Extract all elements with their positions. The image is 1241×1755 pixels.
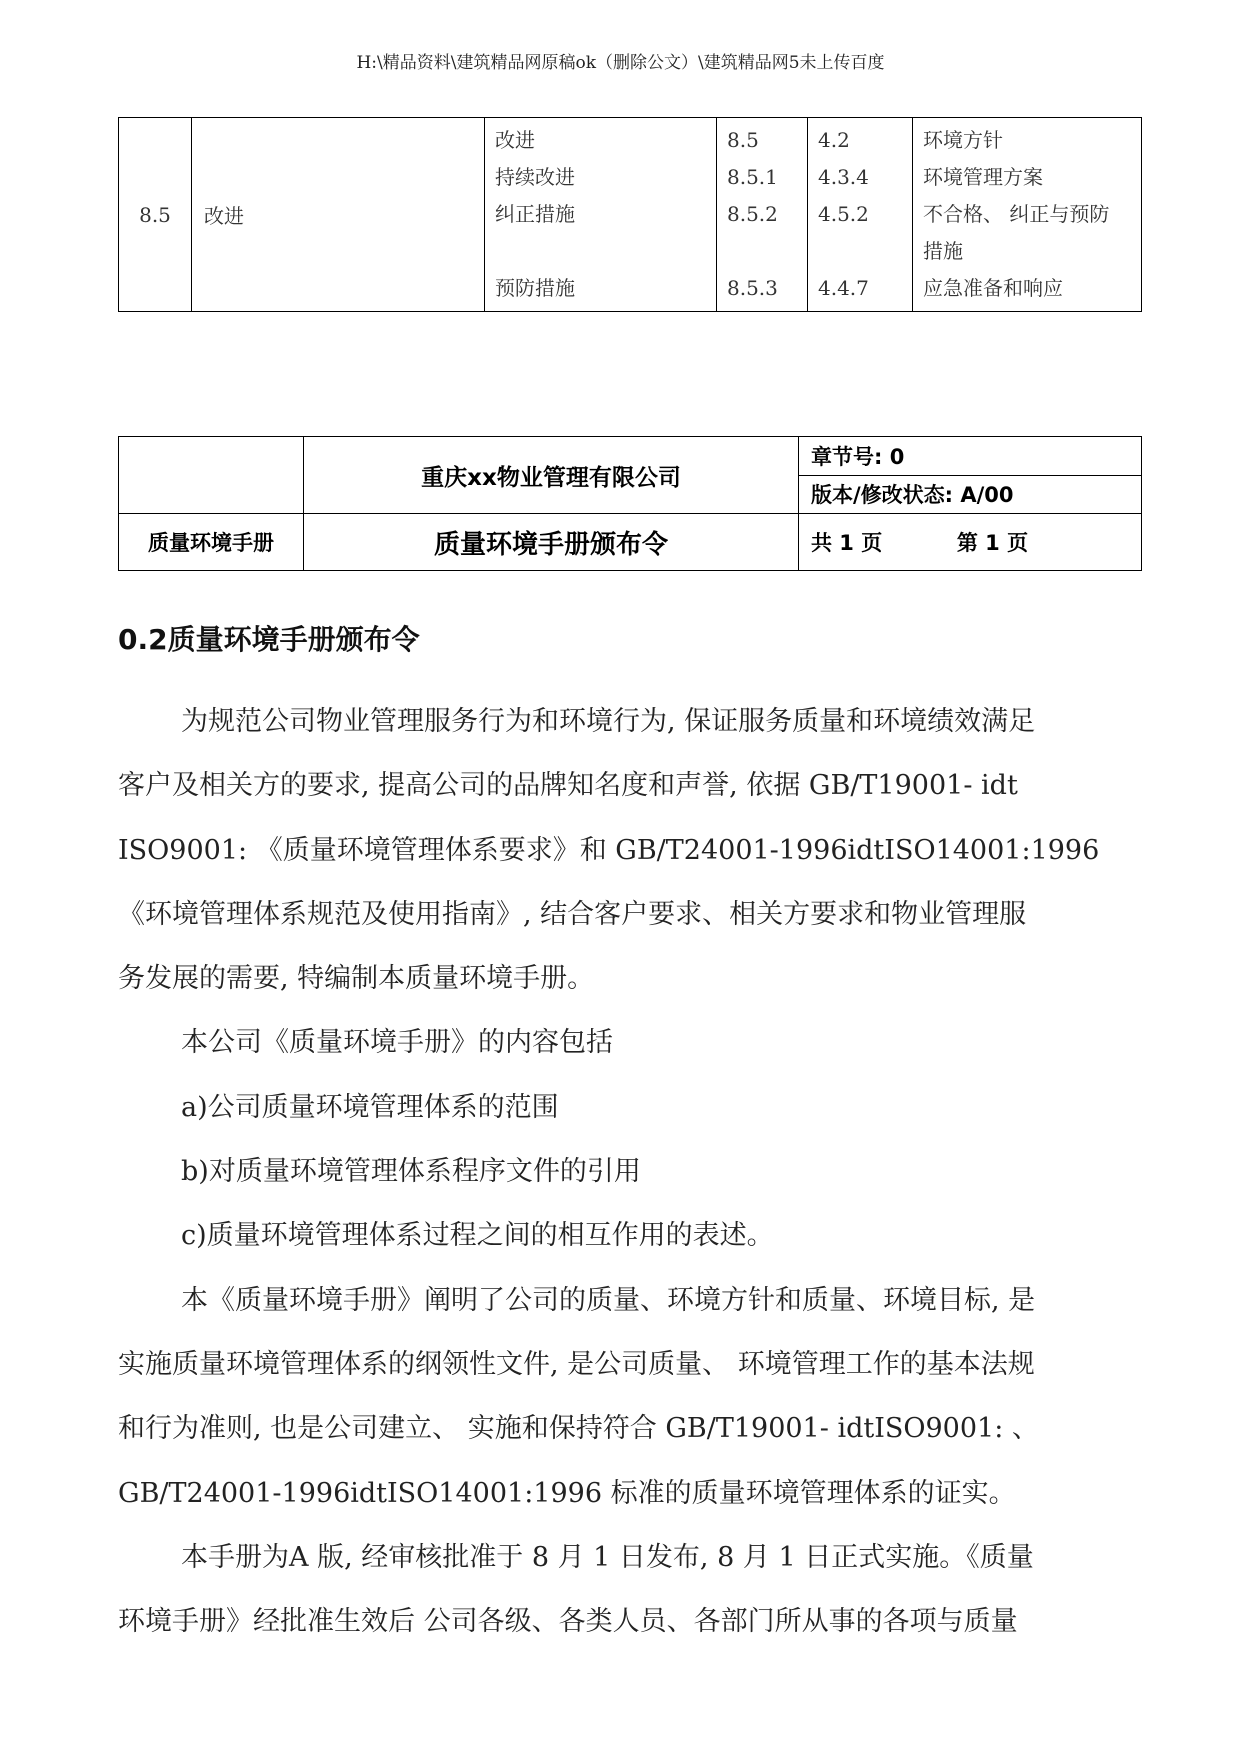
- paragraph-line: 《环境管理体系规范及使用指南》, 结合客户要求、相关方要求和物业管理服: [118, 898, 1027, 930]
- cell-line: 持续改进: [495, 165, 575, 189]
- list-item: a)公司质量环境管理体系的范围: [181, 1091, 559, 1123]
- paragraph-line: 本《质量环境手册》阐明了公司的质量、环境方针和质量、环境目标, 是: [181, 1284, 1036, 1316]
- paragraph-line: 实施质量环境管理体系的纲领性文件, 是公司质量、 环境管理工作的基本法规: [118, 1348, 1035, 1380]
- paragraph-line: 为规范公司物业管理服务行为和环境行为, 保证服务质量和环境绩效满足: [181, 706, 1036, 737]
- manual-name: 质量环境手册: [119, 514, 304, 571]
- page-current: 第 1 页: [956, 531, 1029, 555]
- document-header-table: [118, 436, 1142, 571]
- cell-line: 4.3.4: [818, 165, 869, 189]
- iso14001-clause-cell: [808, 118, 913, 312]
- clause-mapping-table: [118, 117, 1142, 312]
- paragraph-line: 环境手册》经批准生效后 公司各级、各类人员、各部门所从事的各项与质量: [118, 1606, 1018, 1638]
- cell-line: 措施: [923, 239, 963, 263]
- cell-line: [727, 233, 797, 270]
- paragraph-line: 客户及相关方的要求, 提高公司的品牌知名度和声誉, 依据 GB/T19001- idt: [118, 770, 1018, 802]
- document-title: 质量环境手册颁布令: [304, 514, 799, 571]
- list-item: b)对质量环境管理体系程序文件的引用: [181, 1156, 641, 1188]
- paragraph-line: GB/T24001-1996idtISO14001:1996 标准的质量环境管理体系的证实。: [118, 1477, 1016, 1509]
- table-row: [119, 437, 1142, 476]
- blank-logo-cell: [119, 437, 304, 514]
- iso14001-title-cell: [913, 118, 1142, 312]
- cell-line: 4.5.2: [818, 202, 869, 226]
- paragraph-line: ISO9001: 《质量环境管理体系要求》和 GB/T24001-1996idtISO14001:1996: [118, 834, 1100, 866]
- table-row: [119, 514, 1142, 571]
- clause-number-cell: 8.5: [119, 118, 192, 312]
- cell-line: 纠正措施: [495, 202, 575, 226]
- cell-line: 改进: [495, 128, 535, 152]
- cell-line: 8.5: [727, 128, 759, 152]
- cell-line: 4.4.7: [818, 276, 869, 300]
- cell-line: 应急准备和响应: [923, 276, 1063, 300]
- cell-line: 环境管理方案: [923, 165, 1043, 189]
- page-count-cell: [799, 514, 1142, 571]
- clause-name-cell: 改进: [192, 118, 485, 312]
- page-header-path: H:\精品资料\建筑精品网原稿ok（删除公文）\建筑精品网5未上传百度: [356, 53, 885, 73]
- paragraph-line: 和行为准则, 也是公司建立、 实施和保持符合 GB/T19001- idtISO9001: 、: [118, 1413, 1039, 1445]
- cell-line: 预防措施: [495, 276, 575, 300]
- cell-line: 不合格、 纠正与预防: [923, 202, 1110, 226]
- paragraph-line: 务发展的需要, 特编制本质量环境手册。: [118, 963, 595, 995]
- list-item: c)质量环境管理体系过程之间的相互作用的表述。: [181, 1220, 774, 1252]
- iso9001-clause-cell: [717, 118, 808, 312]
- table-row: [119, 118, 1142, 312]
- cell-line: 8.5.1: [727, 165, 778, 189]
- paragraph-line: 本手册为A 版, 经审核批准于 8 月 1 日发布, 8 月 1 日正式实施。《质量: [181, 1541, 1034, 1573]
- body-text: [118, 690, 1158, 1654]
- company-name: 重庆xx物业管理有限公司: [304, 437, 799, 514]
- cell-line: [818, 233, 902, 270]
- cell-line: 4.2: [818, 128, 850, 152]
- cell-line: 8.5.3: [727, 276, 778, 300]
- version-status: 版本/修改状态: A/00: [799, 475, 1142, 514]
- pages-total: 共 1 页: [811, 531, 883, 555]
- cell-line: [495, 233, 706, 270]
- iso9001-title-cell: [485, 118, 717, 312]
- chapter-number: 章节号: 0: [799, 437, 1142, 476]
- paragraph-line: 本公司《质量环境手册》的内容包括: [181, 1027, 613, 1059]
- section-title: 0.2质量环境手册颁布令: [118, 623, 420, 656]
- cell-line: 环境方针: [923, 128, 1003, 152]
- cell-line: 8.5.2: [727, 202, 778, 226]
